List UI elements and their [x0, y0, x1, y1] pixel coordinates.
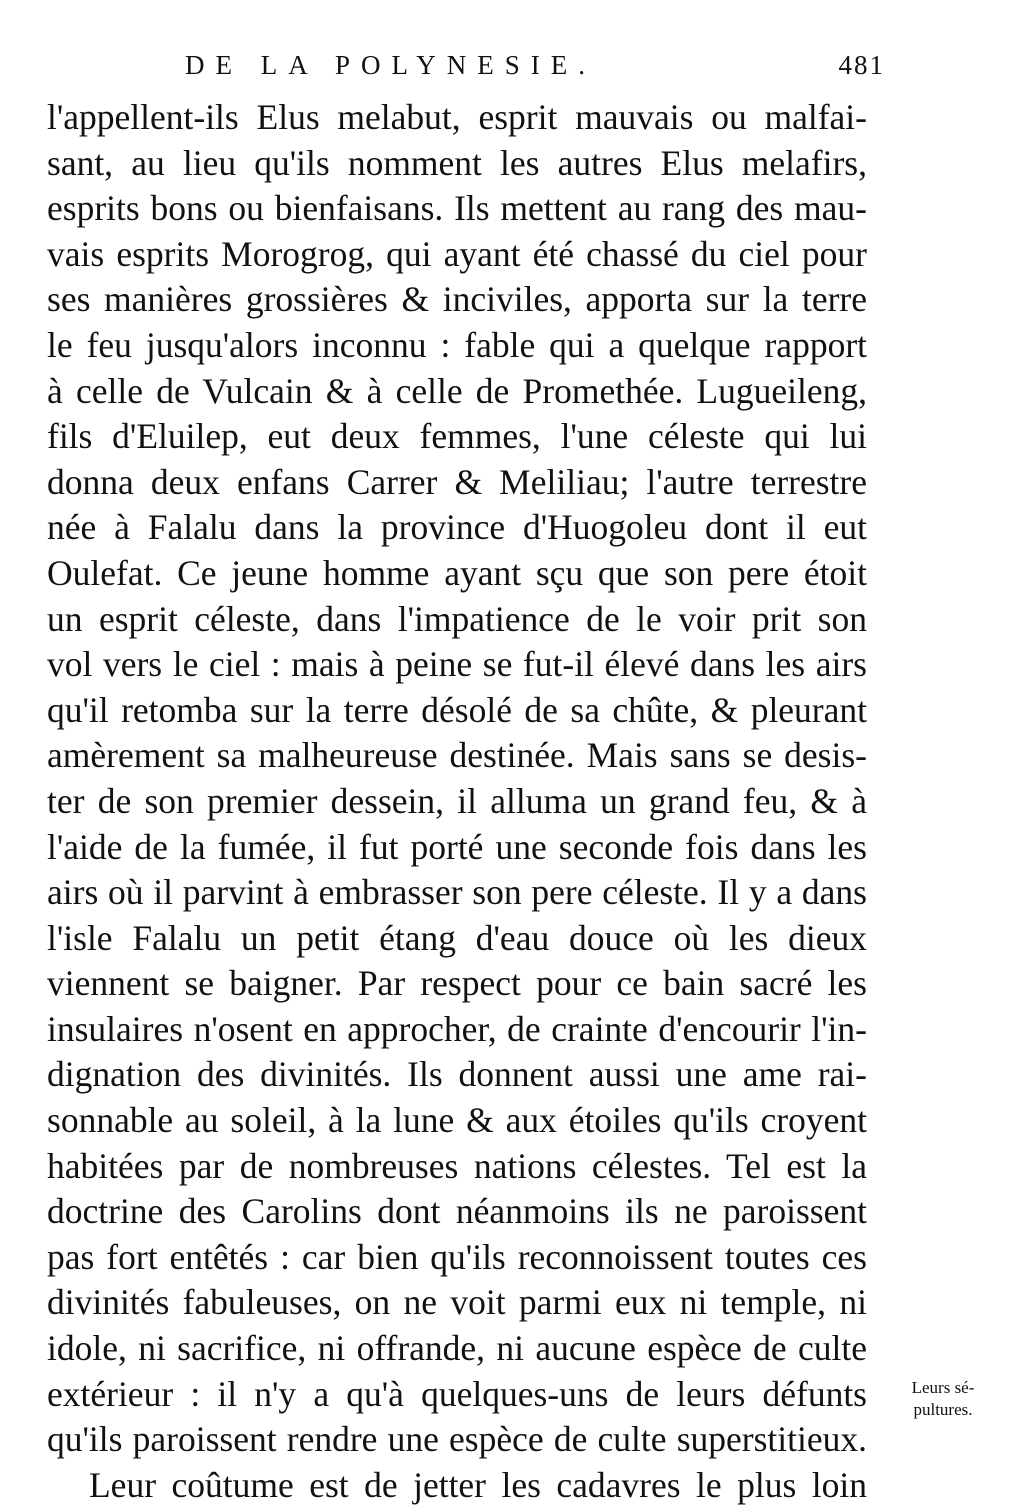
text-line: insulaires n'osent en approcher, de crainte d'encourir l'in- — [47, 1008, 867, 1049]
running-head: DE LA POLYNESIE. — [185, 50, 597, 80]
text-line: amèrement sa malheureuse destinée. Mais sans se desis- — [47, 735, 867, 776]
text-line: extérieur : il n'y a qu'à quelques-uns de leurs défunts — [47, 1373, 867, 1414]
text-line: viennent se baigner. Par respect pour ce bain sacré les — [47, 963, 867, 1004]
text-line: vol vers le ciel : mais à peine se fut-il élevé dans les airs — [47, 644, 867, 685]
text-line: sant, au lieu qu'ils nomment les autres Elus melafirs, — [47, 142, 867, 183]
text-line: qu'il retomba sur la terre désolé de sa chûte, & pleurant — [47, 689, 867, 730]
text-line: Oulefat. Ce jeune homme ayant sçu que son pere étoit — [47, 552, 867, 593]
text-line: divinités fabuleuses, on ne voit parmi eux ni temple, ni — [47, 1282, 867, 1323]
text-line: pas fort entêtés : car bien qu'ils reconnoissent toutes ces — [47, 1236, 867, 1277]
text-line: le feu jusqu'alors inconnu : fable qui a quelque rapport — [47, 324, 867, 365]
text-line: habitées par de nombreuses nations célestes. Tel est la — [47, 1145, 867, 1186]
margin-note — [878, 1377, 1008, 1421]
text-line: doctrine des Carolins dont néanmoins ils ne paroissent — [47, 1191, 867, 1232]
text-line: l'appellent-ils Elus melabut, esprit mauvais ou malfai- — [47, 97, 867, 137]
body-text — [47, 95, 867, 1508]
text-line: dignation des divinités. Ils donnent aussi une ame rai- — [47, 1054, 867, 1095]
text-line: un esprit céleste, dans l'impatience de le voir prit son — [47, 598, 867, 639]
text-line: donna deux enfans Carrer & Meliliau; l'autre terrestre — [47, 461, 867, 502]
page-number: 481 — [838, 50, 885, 80]
text-line: Leur coûtume est de jetter les cadavres le plus loin — [89, 1464, 867, 1505]
text-line: ter de son premier dessein, il alluma un grand feu, & à — [47, 780, 867, 821]
margin-note-line: pultures. — [913, 1400, 973, 1419]
text-line: airs où il parvint à embrasser son pere céleste. Il y a dans — [47, 872, 867, 913]
text-line: vais esprits Morogrog, qui ayant été chassé du ciel pour — [47, 233, 867, 274]
text-line: ses manières grossières & inciviles, apporta sur la terre — [47, 279, 867, 320]
text-line: l'isle Falalu un petit étang d'eau douce où les dieux — [47, 917, 867, 958]
text-line: esprits bons ou bienfaisans. Ils mettent au rang des mau- — [47, 188, 867, 229]
text-line: idole, ni sacrifice, ni offrande, ni aucune espèce de culte — [47, 1328, 867, 1369]
text-line: l'aide de la fumée, il fut porté une seconde fois dans les — [47, 826, 867, 867]
text-line: née à Falalu dans la province d'Huogoleu dont il eut — [47, 507, 867, 548]
text-line: sonnable au soleil, à la lune & aux étoiles qu'ils croyent — [47, 1100, 867, 1141]
text-line: qu'ils paroissent rendre une espèce de culte superstitieux. — [47, 1419, 867, 1460]
text-line: à celle de Vulcain & à celle de Promethée. Lugueileng, — [47, 370, 867, 411]
text-line: fils d'Eluilep, eut deux femmes, l'une céleste qui lui — [47, 416, 867, 457]
page-header — [185, 50, 885, 90]
margin-note-line: Leurs sé- — [911, 1378, 975, 1397]
